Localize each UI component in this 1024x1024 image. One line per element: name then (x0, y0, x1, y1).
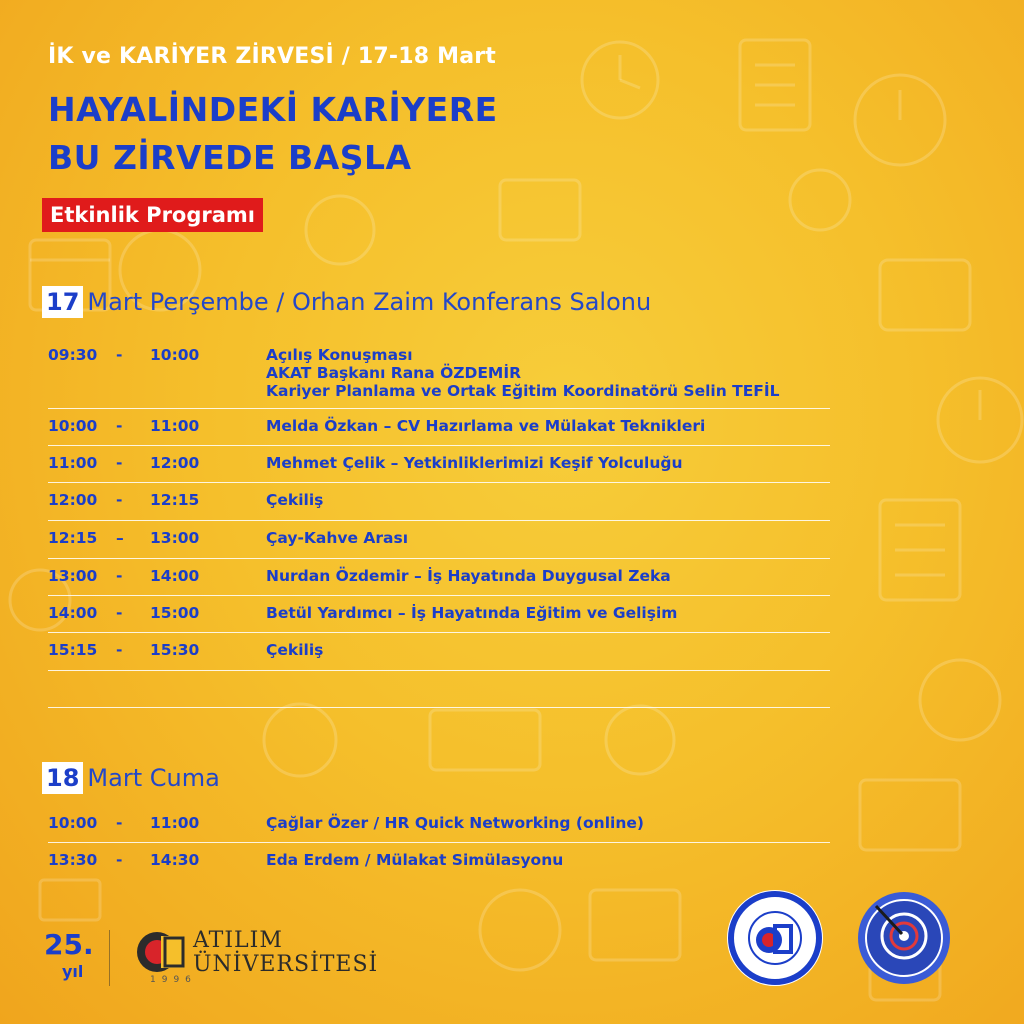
schedule-row (48, 806, 830, 843)
session-description (266, 851, 830, 869)
time-separator: - (116, 814, 123, 832)
session-line: Çekiliş (266, 491, 324, 509)
event-subtitle: İK ve KARİYER ZİRVESİ / 17-18 Mart (48, 44, 497, 69)
end-time: 15:00 (150, 604, 200, 622)
end-time: 10:00 (150, 346, 200, 364)
start-time: 10:00 (48, 417, 98, 435)
headline-line-1: HAYALİNDEKİ KARİYERE (48, 90, 498, 129)
session-line: Nurdan Özdemir – İş Hayatında Duygusal Zeka (266, 567, 671, 585)
day1-number: 17 (42, 286, 83, 318)
session-line: Betül Yardımcı – İş Hayatında Eğitim ve Gelişim (266, 604, 678, 622)
session-description (266, 346, 830, 400)
university-line-2: ÜNİVERSİTESİ (193, 952, 379, 977)
schedule-row (48, 521, 830, 559)
university-line-1: ATILIM (193, 928, 283, 953)
session-line: Çay-Kahve Arası (266, 529, 409, 547)
start-time: 13:30 (48, 851, 98, 869)
time-separator: – (116, 529, 124, 547)
session-line: Melda Özkan – CV Hazırlama ve Mülakat Teknikleri (266, 417, 706, 435)
schedule-row (48, 446, 830, 483)
schedule-row-empty (48, 671, 830, 708)
footer-divider (109, 930, 110, 986)
time-separator: - (116, 851, 123, 869)
schedule-row (48, 843, 830, 879)
anniversary-label: yıl (62, 962, 84, 981)
time-separator: - (116, 454, 123, 472)
start-time: 15:15 (48, 641, 98, 659)
end-time: 14:30 (150, 851, 200, 869)
day2-number: 18 (42, 762, 83, 794)
career-office-seal-icon (725, 888, 825, 988)
session-description (266, 641, 830, 659)
end-time: 12:15 (150, 491, 200, 509)
session-description (266, 491, 830, 509)
schedule-row (48, 559, 830, 596)
program-badge: Etkinlik Programı (42, 198, 263, 232)
anniversary-mark (44, 928, 94, 981)
time-separator: - (116, 567, 123, 585)
time-separator: - (116, 641, 123, 659)
day2-schedule (48, 806, 830, 879)
day1-header (42, 286, 651, 318)
start-time: 11:00 (48, 454, 98, 472)
headline-line-2: BU ZİRVEDE BAŞLA (48, 138, 412, 177)
end-time: 13:00 (150, 529, 200, 547)
day1-title: Mart Perşembe / Orhan Zaim Konferans Salonu (87, 288, 652, 316)
start-time: 09:30 (48, 346, 98, 364)
session-line: Eda Erdem / Mülakat Simülasyonu (266, 851, 564, 869)
session-description (266, 814, 830, 832)
start-time: 14:00 (48, 604, 98, 622)
session-line: Kariyer Planlama ve Ortak Eğitim Koordinatörü Selin TEFİL (266, 382, 780, 400)
session-line: Açılış Konuşması (266, 346, 413, 364)
session-line: Çekiliş (266, 641, 324, 659)
session-description (266, 454, 830, 472)
time-separator: - (116, 346, 123, 364)
session-description (266, 529, 830, 547)
session-description (266, 604, 830, 622)
start-time: 12:00 (48, 491, 98, 509)
day2-title: Mart Cuma (87, 764, 220, 792)
start-time: 10:00 (48, 814, 98, 832)
session-line: Mehmet Çelik – Yetkinliklerimizi Keşif Yolculuğu (266, 454, 683, 472)
day1-schedule (48, 338, 830, 708)
session-line: AKAT Başkanı Rana ÖZDEMİR (266, 364, 522, 382)
schedule-row (48, 483, 830, 521)
anniversary-number: 25. (44, 928, 94, 961)
end-time: 12:00 (150, 454, 200, 472)
atilim-logo-icon (135, 930, 187, 974)
schedule-row (48, 633, 830, 671)
start-time: 12:15 (48, 529, 98, 547)
day2-header (42, 762, 220, 794)
schedule-row (48, 596, 830, 633)
session-description (266, 417, 830, 435)
end-time: 11:00 (150, 417, 200, 435)
end-time: 14:00 (150, 567, 200, 585)
founded-year: 1996 (150, 975, 197, 985)
schedule-row (48, 409, 830, 446)
end-time: 15:30 (150, 641, 200, 659)
schedule-row (48, 338, 830, 409)
time-separator: - (116, 417, 123, 435)
session-line: Çağlar Özer / HR Quick Networking (online) (266, 814, 644, 832)
time-separator: - (116, 604, 123, 622)
career-club-seal-icon (856, 890, 952, 986)
university-name (193, 928, 379, 977)
start-time: 13:00 (48, 567, 98, 585)
session-description (266, 567, 830, 585)
end-time: 11:00 (150, 814, 200, 832)
time-separator: - (116, 491, 123, 509)
